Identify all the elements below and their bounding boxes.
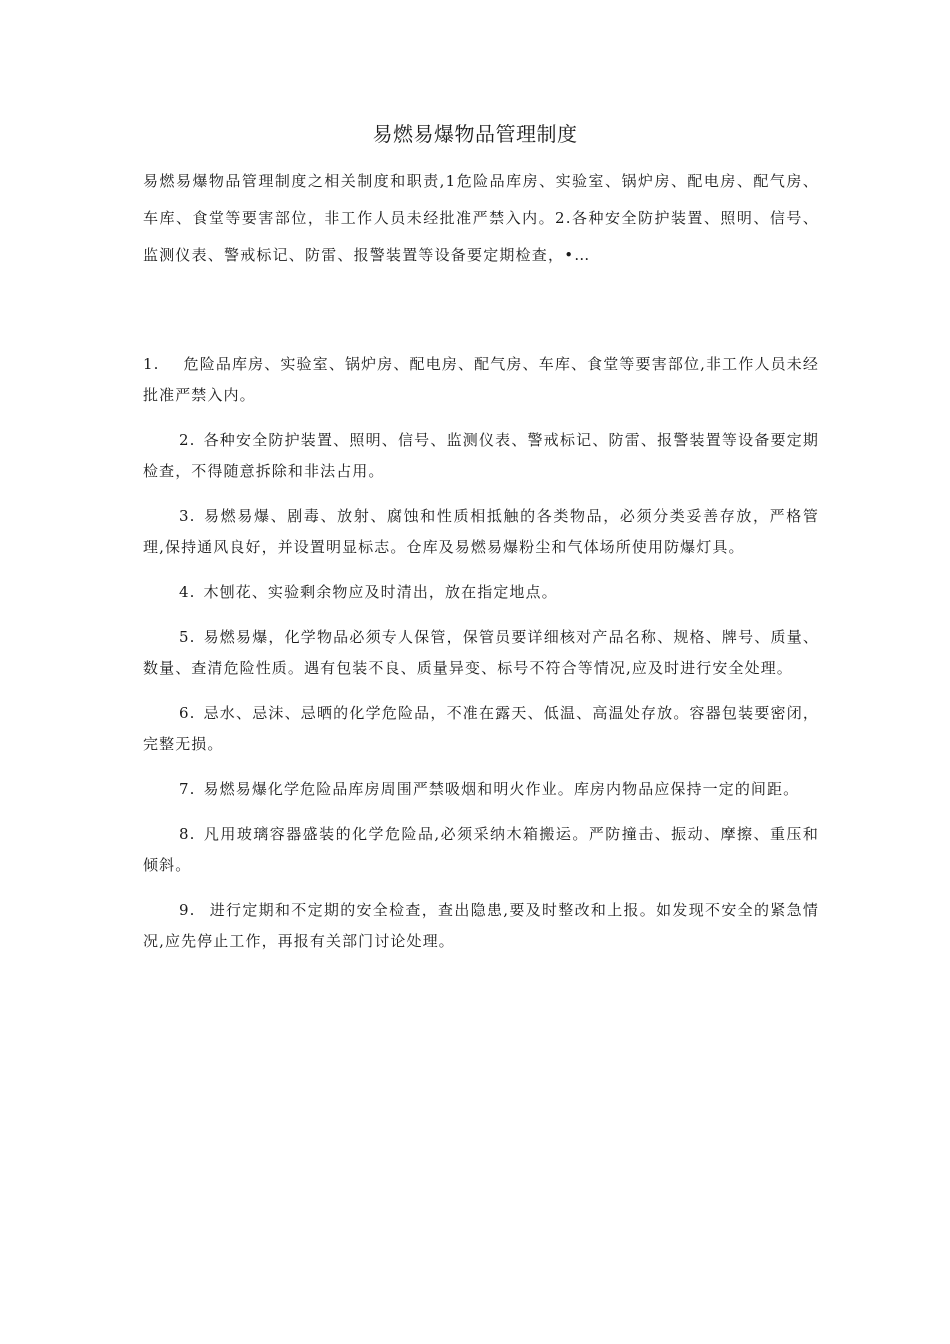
rules-list [143, 349, 819, 971]
rule-number: 4. [179, 583, 196, 601]
rule-item-7 [143, 774, 819, 805]
rule-item-4 [143, 577, 819, 608]
rule-text: 木刨花、实验剩余物应及时清出，放在指定地点。 [203, 583, 558, 601]
rule-text: 凡用玻璃容器盛装的化学危险品,必须采纳木箱搬运。严防撞击、振动、摩擦、重压和倾斜。 [143, 825, 819, 874]
rule-number: 7. [179, 780, 196, 798]
rule-text: 进行定期和不定期的安全检查，查出隐患,要及时整改和上报。如发现不安全的紧急情况,应先停止工作，再报有关部门讨论处理。 [143, 901, 819, 950]
rule-text: 易燃易爆、剧毒、放射、腐蚀和性质相抵触的各类物品，必须分类妥善存放，严格管理,保持通风良好，并设置明显标志。仓库及易燃易爆粉尘和气体场所使用防爆灯具。 [143, 507, 819, 556]
rule-text: 易燃易爆，化学物品必须专人保管，保管员要详细核对产品名称、规格、牌号、质量、数量、查清危险性质。遇有包装不良、质量异变、标号不符合等情况,应及时进行安全处理。 [143, 628, 819, 677]
rule-text: 忌水、忌沫、忌晒的化学危险品，不准在露天、低温、高温处存放。容器包装要密闭，完整无损。 [143, 704, 819, 753]
rule-number: 9. [179, 901, 196, 919]
rule-number: 1. [143, 355, 160, 373]
rule-text: 各种安全防护装置、照明、信号、监测仪表、警戒标记、防雷、报警装置等设备要定期检查，不得随意拆除和非法占用。 [143, 431, 819, 480]
document-title: 易燃易爆物品管理制度 [372, 122, 578, 146]
rule-number: 5. [179, 628, 196, 646]
rule-item-1 [143, 349, 819, 411]
rule-number: 3. [179, 507, 196, 525]
rule-item-6 [143, 698, 819, 760]
rule-text: 易燃易爆化学危险品库房周围严禁吸烟和明火作业。库房内物品应保持一定的间距。 [203, 780, 800, 798]
document-summary: 易燃易爆物品管理制度之相关制度和职责,1危险品库房、实验室、锅炉房、配电房、配气房、车库、食堂等要害部位，非工作人员未经批准严禁入内。2.各种安全防护装置、照明、信号、监测仪表、警戒标记、防雷、报警装置等设备要定期检查，•… [143, 172, 819, 264]
rule-number: 2. [179, 431, 196, 449]
rule-item-3 [143, 501, 819, 563]
rule-text: 危险品库房、实验室、锅炉房、配电房、配气房、车库、食堂等要害部位,非工作人员未经批准严禁入内。 [143, 355, 819, 404]
rule-item-9 [143, 895, 819, 957]
rule-number: 8. [179, 825, 196, 843]
rule-item-5 [143, 622, 819, 684]
rule-item-8 [143, 819, 819, 881]
rule-number: 6. [179, 704, 196, 722]
rule-item-2 [143, 425, 819, 487]
